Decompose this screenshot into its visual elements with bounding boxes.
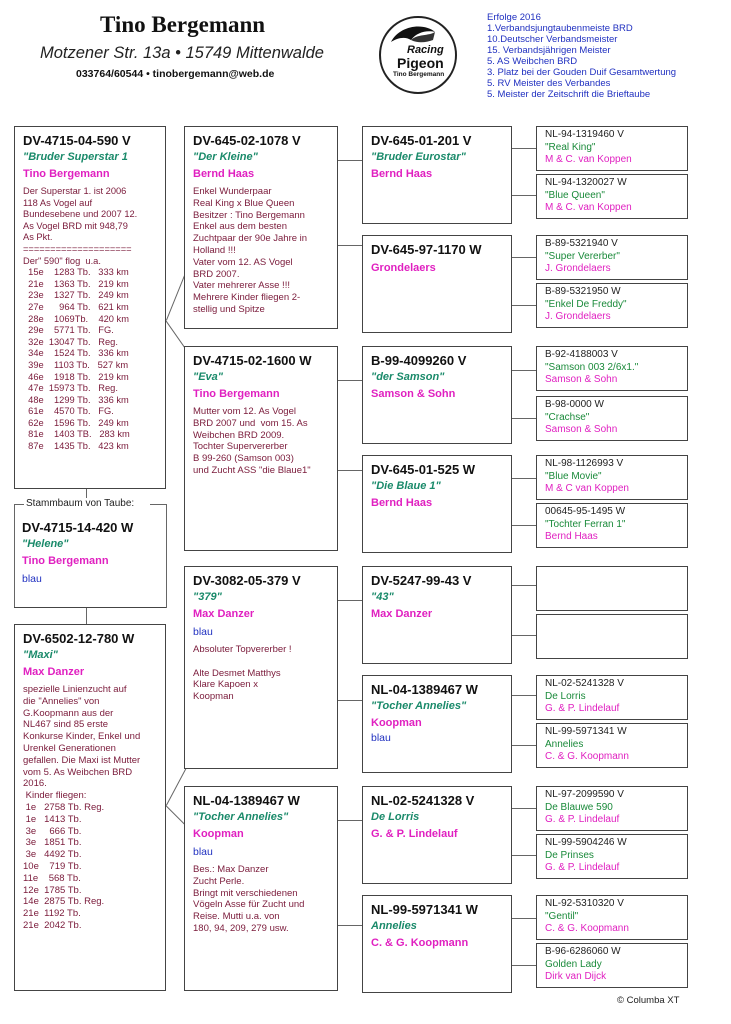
owner-name: C. & G. Koopmann	[545, 923, 629, 934]
pedigree-card-gen3	[362, 346, 512, 444]
pedigree-card-gen4	[536, 675, 688, 720]
ring-number: DV-5247-99-43 V	[371, 573, 472, 588]
pigeon-name: De Blauwe 590	[545, 801, 613, 813]
owner-name: G. & P. Lindelauf	[545, 862, 620, 873]
ring-number: DV-4715-04-590 V	[23, 133, 131, 148]
ring-number: B-99-4099260 V	[371, 353, 467, 368]
ring-number: B-96-6286060 W	[545, 946, 621, 957]
pedigree-card-sire-dam	[184, 346, 338, 551]
pigeon-description: Mutter vom 12. As Vogel BRD 2007 und vom 15. As Weibchen BRD 2009. Tochter Supervererber B 99-260 (Samson 003) und Zucht ASS "die Blaue1"	[193, 406, 311, 476]
pedigree-card-dam-dam	[184, 786, 338, 991]
connector-line	[512, 418, 536, 419]
owner-name: Bernd Haas	[545, 531, 598, 542]
pedigree-card-gen4	[536, 895, 688, 940]
owner-name: Dirk van Dijck	[545, 971, 607, 982]
owner-name: G. & P. Lindelauf	[545, 703, 620, 714]
pedigree-card-subject	[14, 504, 166, 608]
ring-number: NL-02-5241328 V	[371, 793, 475, 808]
pigeon-description: spezielle Linienzucht auf die "Annelies" von G.Koopmann aus der NL467 sind 85 erste Konkurse Kinder, Enkel und Urenkel Generationen gefallen. Die Maxi ist Mutter vom 5. As Weibchen BRD 2016. Kinder fliegen: 1e 2758 Tb. Reg. 1e 1413 Tb. 3e 666 Tb. 3e 1851 Tb. 3e 4492 Tb. 10e 719 Tb. 11e 568 Tb. 12e 1785 Tb. 14e 2875 Tb. Reg. 21e 1192 Tb. 21e 2042 Tb.	[23, 684, 141, 931]
ring-number: NL-99-5904246 W	[545, 837, 627, 848]
ring-number: B-98-0000 W	[545, 399, 604, 410]
owner-name: Bernd Haas	[371, 168, 433, 180]
pedigree-card-gen3	[362, 455, 512, 553]
pigeon-name: "Maxi"	[23, 649, 58, 661]
owner-name: G. & P. Lindelauf	[545, 814, 620, 825]
success-item: 5. AS Weibchen BRD	[487, 56, 578, 67]
ring-number: NL-98-1126993 V	[545, 458, 624, 469]
pigeon-name: "Die Blaue 1"	[371, 480, 441, 492]
connector-line	[338, 600, 362, 601]
pigeon-color: blau	[193, 626, 213, 638]
pigeon-description: Bes.: Max Danzer Zucht Perle. Bringt mit verschiedenen Vögeln Asse für Zucht und Reise. Mutti u.a. von 180, 94, 209, 279 usw.	[193, 864, 305, 934]
owner-name: Max Danzer	[23, 666, 85, 678]
copyright-footer: © Columba XT	[617, 995, 680, 1006]
pedigree-card-gen4	[536, 503, 688, 548]
owner-name: Grondelaers	[371, 262, 436, 274]
connector-line	[512, 195, 536, 196]
pigeon-name: "Eva"	[193, 371, 224, 383]
logo-text-racing: Racing	[407, 44, 444, 56]
connector-line	[512, 695, 536, 696]
connector-line	[338, 820, 362, 821]
pigeon-name: "Enkel De Freddy"	[545, 298, 627, 310]
pedigree-card-gen4	[536, 723, 688, 768]
pigeon-name: De Prinses	[545, 849, 594, 861]
pigeon-name: "Gentil"	[545, 910, 579, 922]
pedigree-card-gen4-empty	[536, 566, 688, 611]
connector-line	[338, 470, 362, 471]
pigeon-name: "Helene"	[22, 538, 69, 550]
ring-number: NL-99-5971341 W	[371, 902, 478, 917]
owner-name: C. & G. Koopmann	[545, 751, 629, 762]
owner-name: Max Danzer	[371, 608, 433, 620]
connector-line	[512, 918, 536, 919]
owner-name: M & C. van Koppen	[545, 154, 632, 165]
owner-name: Koopman	[193, 828, 244, 840]
connector-line	[338, 160, 362, 161]
pedigree-card-mother	[14, 624, 166, 991]
pigeon-name: "Tocher Annelies"	[371, 700, 467, 712]
pedigree-card-gen4	[536, 943, 688, 988]
ring-number: NL-94-1319460 V	[545, 129, 624, 140]
ring-number: NL-97-2099590 V	[545, 789, 624, 800]
successes-title: Erfolge 2016	[487, 12, 541, 23]
pigeon-name: "Samson 003 2/6x1."	[545, 361, 639, 373]
connector-line	[512, 635, 536, 636]
connector-line	[338, 245, 362, 246]
success-item: 10.Deutscher Verbandsmeister	[487, 34, 618, 45]
connector-line	[512, 148, 536, 149]
pigeon-name: Annelies	[545, 738, 584, 750]
connector-line	[512, 745, 536, 746]
connector-line	[512, 855, 536, 856]
owner-name: Samson & Sohn	[545, 424, 618, 435]
pigeon-name: "379"	[193, 591, 222, 603]
owner-name: C. & G. Koopmann	[371, 937, 469, 949]
ring-number: NL-04-1389467 W	[371, 682, 478, 697]
logo-text-owner: Tino Bergemann	[393, 71, 445, 78]
pigeon-name: "Real King"	[545, 141, 596, 153]
pigeon-name: "Tochter Ferran 1"	[545, 518, 626, 530]
pedigree-card-gen4-empty	[536, 614, 688, 659]
ring-number: DV-6502-12-780 W	[23, 631, 135, 646]
owner-name: Bernd Haas	[371, 497, 433, 509]
pigeon-name: "Der Kleine"	[193, 151, 258, 163]
pedigree-card-gen4	[536, 126, 688, 171]
pigeon-name: Annelies	[371, 920, 417, 932]
breeder-address: Motzener Str. 13a • 15749 Mittenwalde	[40, 44, 324, 62]
pedigree-card-dam-sire	[184, 566, 338, 769]
pigeon-color: blau	[371, 732, 391, 744]
pedigree-card-gen3	[362, 786, 512, 884]
ring-number: DV-4715-14-420 W	[22, 520, 134, 535]
ring-number: 00645-95-1495 W	[545, 506, 626, 517]
pigeon-description: Enkel Wunderpaar Real King x Blue Queen Besitzer : Tino Bergemann Enkel aus dem besten Zuchtpaar der 90e Jahre in Holland !!! Vater vom 12. AS Vogel BRD 2007. Vater mehrerer Asse !!! Mehrere Kinder fliegen 2- stellig und Spitze	[193, 186, 308, 315]
ring-number: B-89-5321950 W	[545, 286, 621, 297]
success-item: 5. RV Meister des Verbandes	[487, 78, 611, 89]
owner-name: Bernd Haas	[193, 168, 255, 180]
pigeon-name: "Blue Queen"	[545, 189, 605, 201]
pigeon-name: "der Samson"	[371, 371, 445, 383]
owner-name: Tino Bergemann	[22, 555, 109, 567]
pigeon-description: Der Superstar 1. ist 2006 118 As Vogel auf Bundesebene und 2007 12. As Vogel BRD mit 948,79 As Pkt. ==================== Der" 590" flog u.a. 15e 1283 Tb. 333 km 21e 1363 Tb. 219 km 23e 1327 Tb. 249 km 27e 964 Tb. 621 km 28e 1069Tb. 420 km 29e 5771 Tb. FG. 32e 13047 Tb. Reg. 34e 1524 Tb. 336 km 39e 1103 Tb. 527 km 46e 1918 Tb. 219 km 47e 15973 Tb. Reg. 48e 1299 Tb. 336 km 61e 4570 Tb. FG. 62e 1596 Tb. 249 km 81e 1403 TB. 283 km 87e 1435 Tb. 423 km	[23, 186, 138, 452]
connector-line	[512, 525, 536, 526]
connector-line	[512, 585, 536, 586]
pedigree-card-gen3	[362, 895, 512, 993]
pigeon-color: blau	[22, 573, 42, 585]
owner-name: M & C van Koppen	[545, 483, 629, 494]
pigeon-name: "Super Vererber"	[545, 250, 620, 262]
pigeon-description: Absoluter Topvererber ! Alte Desmet Matthys Klare Kapoen x Koopman	[193, 644, 292, 703]
connector-line	[512, 257, 536, 258]
breeder-name: Tino Bergemann	[100, 12, 266, 37]
connector-line	[512, 965, 536, 966]
connector-line	[512, 478, 536, 479]
connector-line	[338, 925, 362, 926]
pigeon-name: De Lorris	[371, 811, 420, 823]
owner-name: Max Danzer	[193, 608, 255, 620]
success-item: 1.Verbandsjungtaubenmeiste BRD	[487, 23, 633, 34]
ring-number: DV-4715-02-1600 W	[193, 353, 312, 368]
connector-line	[512, 370, 536, 371]
owner-name: Samson & Sohn	[371, 388, 456, 400]
ring-number: NL-94-1320027 W	[545, 177, 627, 188]
pedigree-card-gen4	[536, 283, 688, 328]
ring-number: DV-645-01-201 V	[371, 133, 472, 148]
pigeon-name: "Blue Movie"	[545, 470, 602, 482]
connector-line	[512, 305, 536, 306]
pedigree-card-gen3	[362, 566, 512, 664]
ring-number: NL-92-5310320 V	[545, 898, 624, 909]
pedigree-card-gen4	[536, 396, 688, 441]
owner-name: Tino Bergemann	[23, 168, 110, 180]
owner-name: J. Grondelaers	[545, 311, 611, 322]
pigeon-name: "Crachse"	[545, 411, 590, 423]
pedigree-card-gen4	[536, 235, 688, 280]
pedigree-card-sire-sire	[184, 126, 338, 329]
pedigree-card-gen4	[536, 834, 688, 879]
ring-number: B-89-5321940 V	[545, 238, 618, 249]
owner-name: M & C. van Koppen	[545, 202, 632, 213]
owner-name: Samson & Sohn	[545, 374, 618, 385]
pigeon-name: De Lorris	[545, 690, 586, 702]
breeder-contact: 033764/60544 • tinobergemann@web.de	[76, 68, 275, 80]
connector-line	[86, 607, 87, 624]
pigeon-name: Golden Lady	[545, 958, 602, 970]
ring-number: DV-645-01-525 W	[371, 462, 476, 477]
ring-number: DV-3082-05-379 V	[193, 573, 301, 588]
ring-number: DV-645-97-1170 W	[371, 242, 482, 257]
successes-list	[487, 12, 676, 100]
pedigree-card-gen3	[362, 235, 512, 333]
connector-line	[338, 380, 362, 381]
racing-pigeon-logo	[377, 14, 459, 96]
owner-name: G. & P. Lindelauf	[371, 828, 458, 840]
owner-name: Tino Bergemann	[193, 388, 280, 400]
ring-number: NL-02-5241328 V	[545, 678, 624, 689]
pedigree-card-gen3	[362, 126, 512, 224]
pigeon-color: blau	[193, 846, 213, 858]
pedigree-card-gen4	[536, 786, 688, 831]
success-item: 3. Platz bei der Gouden Duif Gesamtwertung	[487, 67, 677, 78]
pedigree-card-gen4	[536, 174, 688, 219]
owner-name: J. Grondelaers	[545, 263, 611, 274]
ring-number: NL-04-1389467 W	[193, 793, 300, 808]
pedigree-card-gen4	[536, 455, 688, 500]
pigeon-name: "43"	[371, 591, 394, 603]
pedigree-card-gen3	[362, 675, 512, 773]
pigeon-name: "Tocher Annelies"	[193, 811, 289, 823]
connector-line	[166, 504, 167, 608]
subject-label: Stammbaum von Taube:	[26, 498, 135, 509]
ring-number: NL-99-5971341 W	[545, 726, 627, 737]
ring-number: DV-645-02-1078 V	[193, 133, 301, 148]
logo-text-pigeon: Pigeon	[397, 55, 444, 71]
pedigree-card-gen4	[536, 346, 688, 391]
pigeon-name: "Bruder Superstar 1	[23, 151, 128, 163]
success-item: 15. Verbandsjährigen Meister	[487, 45, 611, 56]
ring-number: B-92-4188003 V	[545, 349, 618, 360]
connector-line	[512, 808, 536, 809]
connector-line	[338, 700, 362, 701]
success-item: 5. Meister der Zeitschrift die Brieftaube	[487, 89, 651, 100]
owner-name: Koopman	[371, 717, 422, 729]
pedigree-card-father	[14, 126, 166, 489]
pigeon-name: "Bruder Eurostar"	[371, 151, 466, 163]
